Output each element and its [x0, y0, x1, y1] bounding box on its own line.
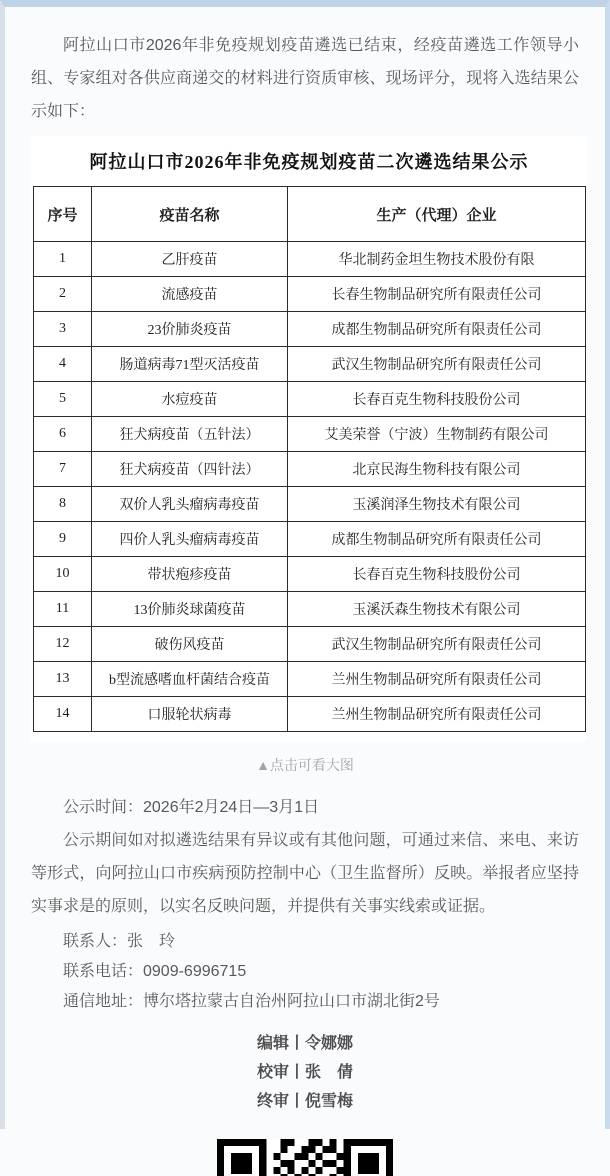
table-row	[34, 452, 586, 487]
table-row	[34, 627, 586, 662]
manufacturer: 华北制药金坦生物技术股份有限	[288, 242, 586, 277]
vaccine-name: 双价人乳头瘤病毒疫苗	[92, 487, 288, 522]
row-index: 13	[34, 662, 92, 697]
row-index: 3	[34, 312, 92, 347]
table-row	[34, 557, 586, 592]
manufacturer: 武汉生物制品研究所有限责任公司	[288, 347, 586, 382]
row-index: 14	[34, 697, 92, 732]
contact-phone: 联系电话：0909-6996715	[63, 963, 247, 980]
contact-person: 联系人：张 玲	[63, 933, 176, 950]
vaccine-name: 23价肺炎疫苗	[92, 312, 288, 347]
manufacturer: 成都生物制品研究所有限责任公司	[288, 312, 586, 347]
table-row	[34, 277, 586, 312]
vaccine-name: 水痘疫苗	[92, 382, 288, 417]
manufacturer: 兰州生物制品研究所有限责任公司	[288, 662, 586, 697]
vaccine-name: 四价人乳头瘤病毒疫苗	[92, 522, 288, 557]
table-header-row	[34, 187, 586, 242]
publicity-time: 公示时间：2026年2月24日—3月1日	[63, 799, 320, 816]
vaccine-name: 狂犬病疫苗（四针法）	[92, 452, 288, 487]
manufacturer: 艾美荣誉（宁波）生物制药有限公司	[288, 417, 586, 452]
enlarge-image-hint[interactable]: ▲点击可看大图	[256, 757, 354, 773]
credit-editor: 编辑丨令娜娜	[256, 1035, 353, 1052]
feedback-paragraph: 公示期间如对拟遴选结果有异议或有其他问题，可通过来信、来电、来访等形式，向阿拉山口市疾病预防控制中心（卫生监督所）反映。举报者应坚持实事求是的原则，以实名反映问题，并提供有关事实线索或证据。	[31, 832, 579, 915]
row-index: 10	[34, 557, 92, 592]
table-row	[34, 662, 586, 697]
manufacturer: 成都生物制品研究所有限责任公司	[288, 522, 586, 557]
table-row	[34, 382, 586, 417]
vaccine-name: 狂犬病疫苗（五针法）	[92, 417, 288, 452]
col-header-index: 序号	[34, 187, 92, 242]
table-row	[34, 242, 586, 277]
vaccine-name: 带状疱疹疫苗	[92, 557, 288, 592]
vaccine-name: 口服轮状病毒	[92, 697, 288, 732]
manufacturer: 玉溪润泽生物技术有限公司	[288, 487, 586, 522]
row-index: 2	[34, 277, 92, 312]
row-index: 7	[34, 452, 92, 487]
mailing-address: 通信地址：博尔塔拉蒙古自治州阿拉山口市湖北街2号	[63, 993, 440, 1010]
vaccine-name: 破伤风疫苗	[92, 627, 288, 662]
manufacturer: 武汉生物制品研究所有限责任公司	[288, 627, 586, 662]
row-index: 4	[34, 347, 92, 382]
manufacturer: 北京民海生物科技有限公司	[288, 452, 586, 487]
intro-paragraph: 阿拉山口市2026年非免疫规划疫苗遴选已结束，经疫苗遴选工作领导小组、专家组对各供应商递交的材料进行资质审核、现场评分，现将入选结果公示如下：	[31, 37, 579, 120]
table-title: 阿拉山口市2026年非免疫规划疫苗二次遴选结果公示	[89, 152, 529, 172]
manufacturer: 长春百克生物科技股份公司	[288, 557, 586, 592]
row-index: 11	[34, 592, 92, 627]
manufacturer: 兰州生物制品研究所有限责任公司	[288, 697, 586, 732]
col-header-vaccine: 疫苗名称	[92, 187, 288, 242]
credit-final-reviewer: 终审丨倪雪梅	[256, 1093, 353, 1110]
vaccine-name: b型流感嗜血杆菌结合疫苗	[92, 662, 288, 697]
col-header-manufacturer: 生产（代理）企业	[288, 187, 586, 242]
row-index: 5	[34, 382, 92, 417]
manufacturer: 长春百克生物科技股份公司	[288, 382, 586, 417]
row-index: 1	[34, 242, 92, 277]
row-index: 9	[34, 522, 92, 557]
result-table	[33, 186, 586, 732]
table-row	[34, 697, 586, 732]
credit-proofreader: 校审丨张 倩	[256, 1064, 353, 1081]
result-table-image[interactable]	[31, 136, 587, 742]
row-index: 12	[34, 627, 92, 662]
manufacturer: 玉溪沃森生物技术有限公司	[288, 592, 586, 627]
table-row	[34, 522, 586, 557]
manufacturer: 长春生物制品研究所有限责任公司	[288, 277, 586, 312]
article-page	[5, 7, 605, 1176]
table-body	[34, 242, 586, 732]
table-row	[34, 487, 586, 522]
table-row	[34, 417, 586, 452]
vaccine-name: 肠道病毒71型灭活疫苗	[92, 347, 288, 382]
table-row	[34, 312, 586, 347]
qr-code-image[interactable]	[31, 1139, 579, 1176]
table-row	[34, 347, 586, 382]
row-index: 6	[34, 417, 92, 452]
vaccine-name: 流感疫苗	[92, 277, 288, 312]
row-index: 8	[34, 487, 92, 522]
vaccine-name: 乙肝疫苗	[92, 242, 288, 277]
vaccine-name: 13价肺炎球菌疫苗	[92, 592, 288, 627]
table-row	[34, 592, 586, 627]
